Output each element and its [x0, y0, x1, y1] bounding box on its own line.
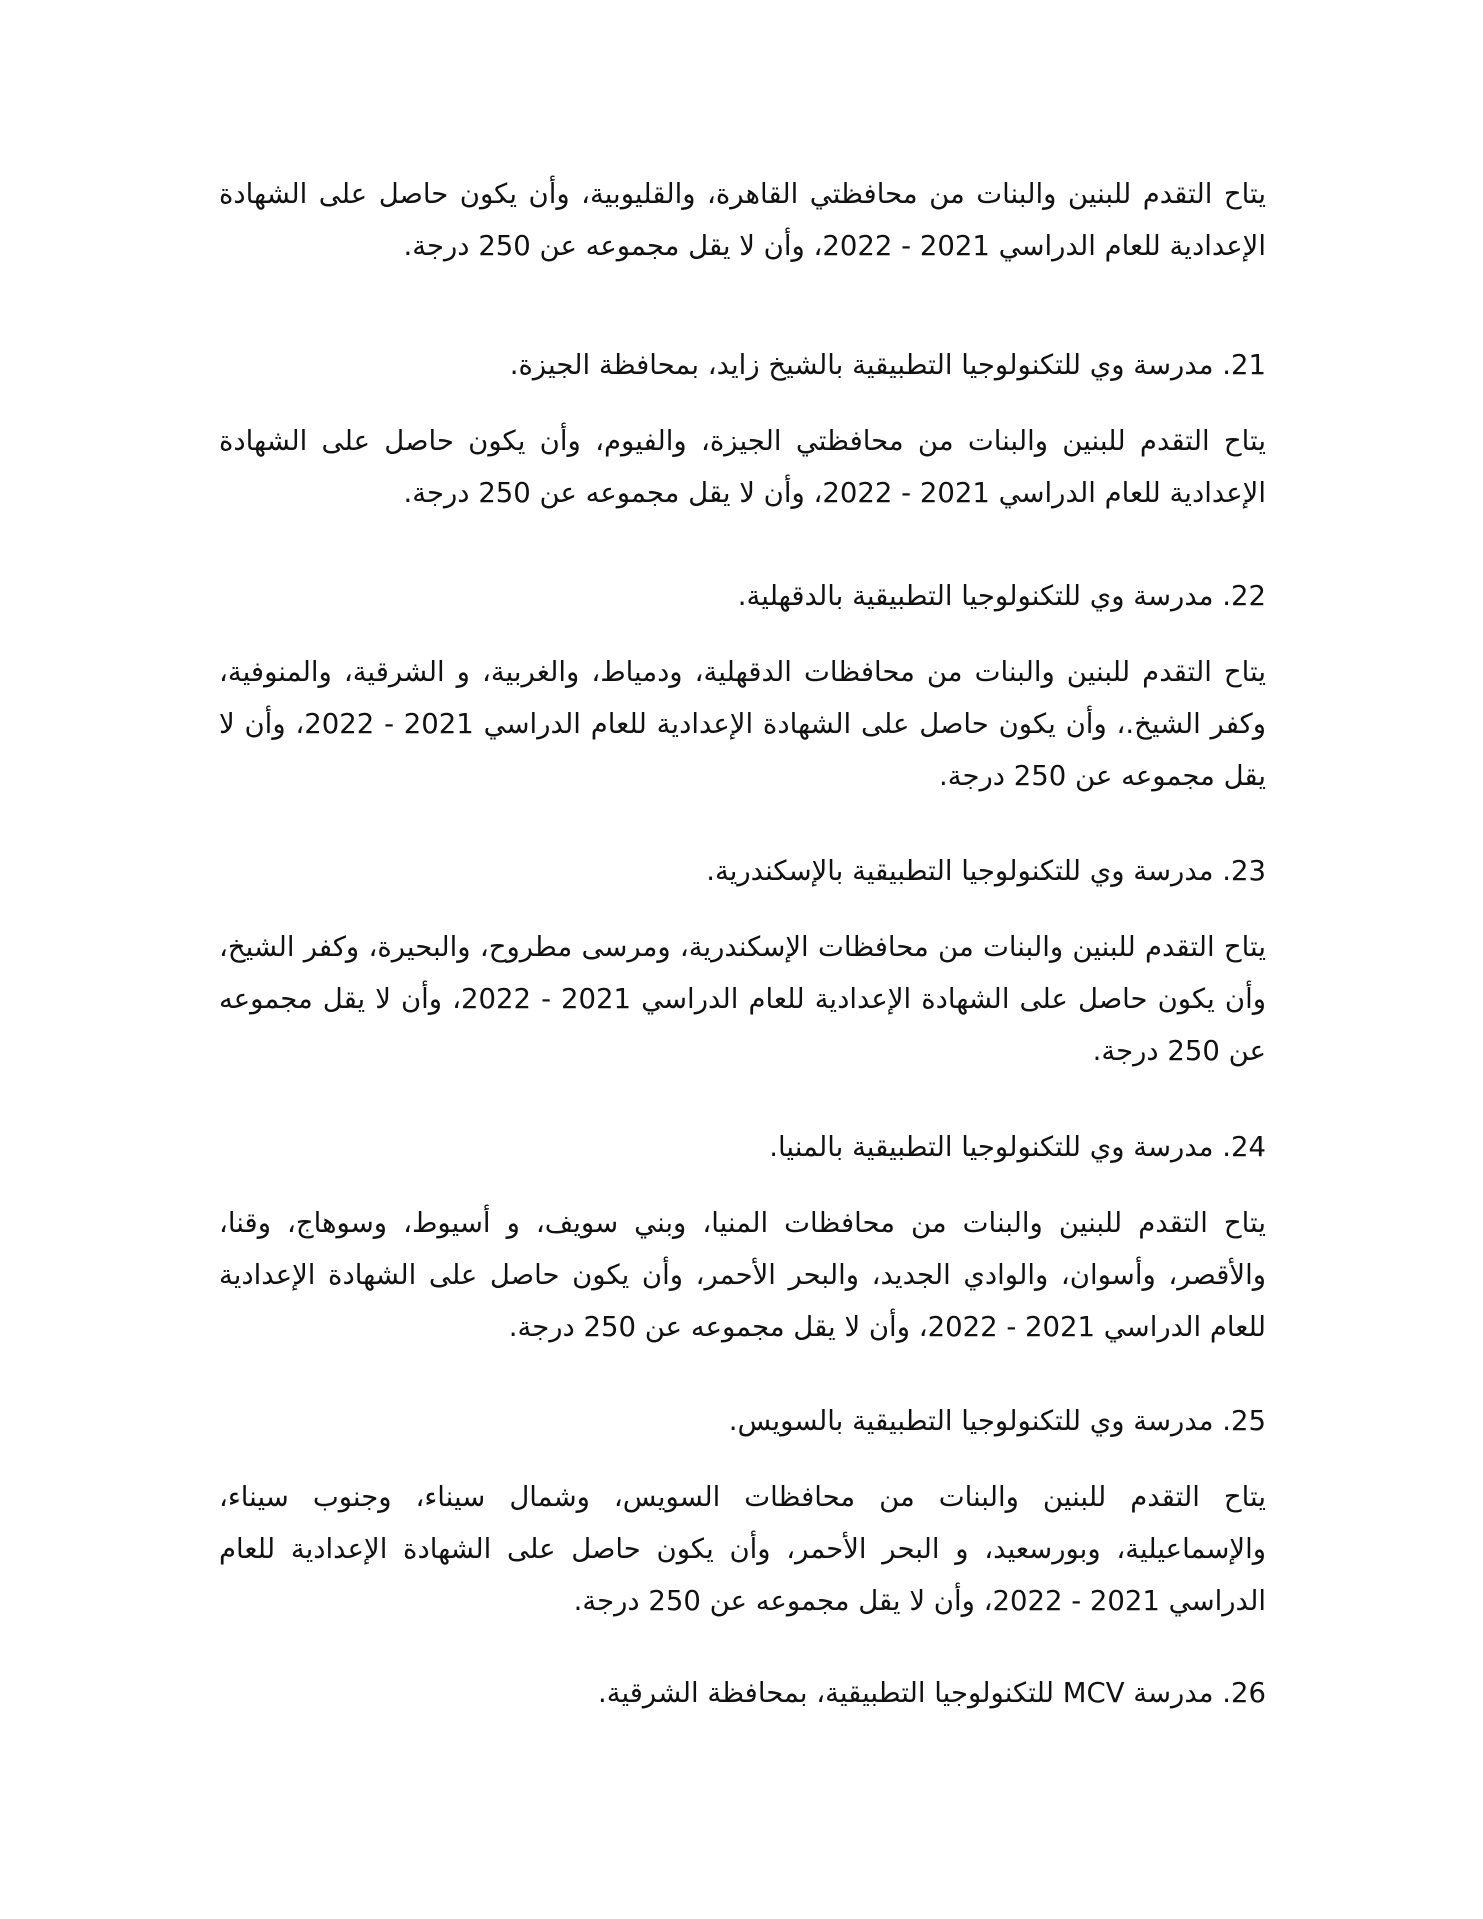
section-title: مدرسة وي للتكنولوجيا التطبيقية بالشيخ زايد، بمحافظة الجيزة. [509, 349, 1214, 381]
section-number: 23. [1222, 855, 1266, 887]
section-number: 26. [1222, 1677, 1266, 1709]
section-number: 24. [1222, 1131, 1266, 1163]
section-heading [219, 1121, 1266, 1173]
section-number: 21. [1222, 349, 1266, 381]
section-heading [219, 1395, 1266, 1447]
section-title: مدرسة وي للتكنولوجيا التطبيقية بالمنيا. [769, 1131, 1214, 1163]
section-23 [219, 845, 1266, 1077]
section-body: يتاح التقدم للبنين والبنات من محافظات السويس، وشمال سيناء، وجنوب سيناء، والإسماعيلية، وبورسعيد، و البحر الأحمر، وأن يكون حاصل على الشهادة الإعدادية للعام الدراسي 2021 - 2022، وأن لا يقل مجموعه عن 250 درجة. [219, 1481, 1266, 1617]
section-21 [219, 339, 1266, 519]
section-title: مدرسة وي للتكنولوجيا التطبيقية بالدقهلية. [737, 580, 1214, 612]
section-number: 22. [1222, 580, 1266, 612]
section-heading [219, 1667, 1266, 1719]
intro-paragraph: يتاح التقدم للبنين والبنات من محافظتي القاهرة، والقليوبية، وأن يكون حاصل على الشهادة الإعدادية للعام الدراسي 2021 - 2022، وأن لا يقل مجموعه عن 250 درجة. [219, 178, 1266, 262]
section-22 [219, 570, 1266, 802]
section-24 [219, 1121, 1266, 1353]
section-body: يتاح التقدم للبنين والبنات من محافظات الدقهلية، ودمياط، والغربية، و الشرقية، والمنوفية، وكفر الشيخ.، وأن يكون حاصل على الشهادة الإعدادية للعام الدراسي 2021 - 2022، وأن لا يقل مجموعه عن 250 درجة. [219, 656, 1266, 792]
section-heading [219, 339, 1266, 391]
section-body: يتاح التقدم للبنين والبنات من محافظتي الجيزة، والفيوم، وأن يكون حاصل على الشهادة الإعدادية للعام الدراسي 2021 - 2022، وأن لا يقل مجموعه عن 250 درجة. [219, 425, 1266, 509]
section-title: مدرسة MCV للتكنولوجيا التطبيقية، بمحافظة الشرقية. [597, 1677, 1214, 1709]
section-title: مدرسة وي للتكنولوجيا التطبيقية بالسويس. [728, 1405, 1214, 1437]
section-26 [219, 1667, 1266, 1719]
intro-block [219, 168, 1266, 272]
section-number: 25. [1222, 1405, 1266, 1437]
section-heading [219, 570, 1266, 622]
section-title: مدرسة وي للتكنولوجيا التطبيقية بالإسكندرية. [706, 855, 1214, 887]
section-body: يتاح التقدم للبنين والبنات من محافظات المنيا، وبني سويف، و أسيوط، وسوهاج، وقنا، والأقصر، وأسوان، والوادي الجديد، والبحر الأحمر، وأن يكون حاصل على الشهادة الإعدادية للعام الدراسي 2021 - 2022، وأن لا يقل مجموعه عن 250 درجة. [219, 1207, 1266, 1343]
section-body: يتاح التقدم للبنين والبنات من محافظات الإسكندرية، ومرسى مطروح، والبحيرة، وكفر الشيخ، وأن يكون حاصل على الشهادة الإعدادية للعام الدراسي 2021 - 2022، وأن لا يقل مجموعه عن 250 درجة. [219, 931, 1267, 1067]
section-heading [219, 845, 1266, 897]
section-25 [219, 1395, 1266, 1627]
